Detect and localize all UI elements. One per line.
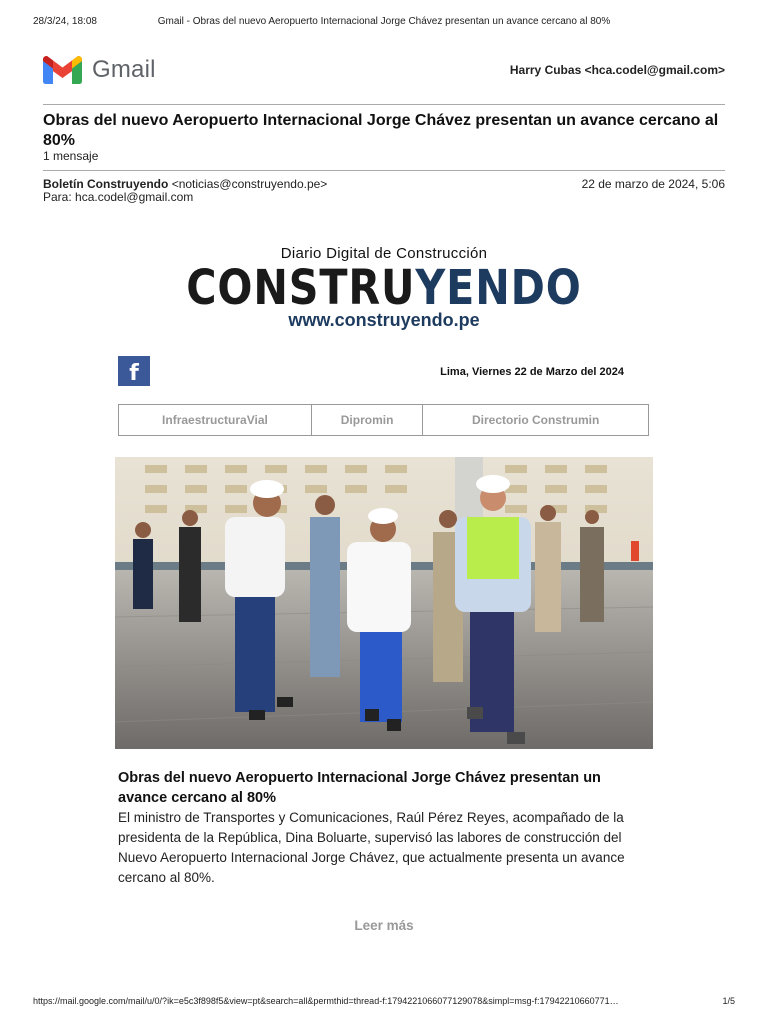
recipient-line: Para: hca.codel@gmail.com [43, 190, 194, 204]
print-header [33, 16, 735, 27]
message-count: 1 mensaje [43, 149, 99, 163]
masthead-tagline: Diario Digital de Construcción [280, 245, 488, 262]
nav-link-infraestructura-vial[interactable]: InfraestructuraVial [119, 405, 312, 435]
divider [43, 170, 725, 171]
brand-part-1: CONSTRU [186, 260, 416, 316]
article-body: El ministro de Transportes y Comunicaciones, Raúl Pérez Reyes, acompañado de la presidenta de la República, Dina Boluarte, supervisó las labores de construcción del Nuevo Aeropuerto Internacional Jorge Chávez, que actualmente presenta un avance cercano al 80%. [118, 810, 625, 885]
brand-part-2: YENDO [415, 260, 582, 316]
masthead-brand [54, 262, 714, 314]
facebook-icon[interactable] [118, 356, 150, 386]
divider [43, 104, 725, 105]
print-footer [33, 996, 735, 1006]
account-label: Harry Cubas <hca.codel@gmail.com> [509, 63, 725, 77]
sender-email: <noticias@construyendo.pe> [171, 177, 328, 191]
gmail-header [43, 52, 725, 88]
gmail-m-icon [43, 56, 82, 84]
article-photo[interactable] [115, 457, 653, 749]
page-number: 1/5 [722, 996, 735, 1006]
newsletter-nav [118, 404, 649, 436]
print-title: Gmail - Obras del nuevo Aeropuerto Internacional Jorge Chávez presentan un avance cercano al 80% [157, 16, 611, 27]
nav-link-directorio-construmin[interactable]: Directorio Construmin [471, 413, 600, 427]
read-more-link[interactable]: Leer más [354, 918, 414, 933]
email-subject: Obras del nuevo Aeropuerto Internacional Jorge Chávez presentan un avance cercano al 80% [43, 112, 719, 149]
sender [43, 177, 327, 191]
article-photo-image [115, 457, 653, 749]
email-date: 22 de marzo de 2024, 5:06 [581, 177, 725, 191]
gmail-logo[interactable] [43, 56, 156, 84]
newsletter-masthead[interactable] [0, 245, 768, 331]
sender-row [43, 177, 725, 191]
print-datetime: 28/3/24, 18:08 [33, 16, 97, 27]
sender-name: Boletín Construyendo [43, 177, 169, 191]
article-title[interactable]: Obras del nuevo Aeropuerto Internacional Jorge Chávez presentan un avance cercano al 80% [118, 770, 601, 806]
facebook-glyph: f [129, 360, 139, 386]
nav-link-dipromin[interactable]: Dipromin [312, 405, 423, 435]
masthead-url[interactable]: www.construyendo.pe [288, 310, 480, 330]
newsletter-date: Lima, Viernes 22 de Marzo del 2024 [440, 366, 624, 378]
print-footer-url: https://mail.google.com/mail/u/0/?ik=e5c3f898f5&view=pt&search=all&permthid=thread-f:1794221066077129078&simpl=msg-f:17942210660771… [33, 996, 619, 1006]
gmail-logo-text: Gmail [92, 56, 156, 83]
